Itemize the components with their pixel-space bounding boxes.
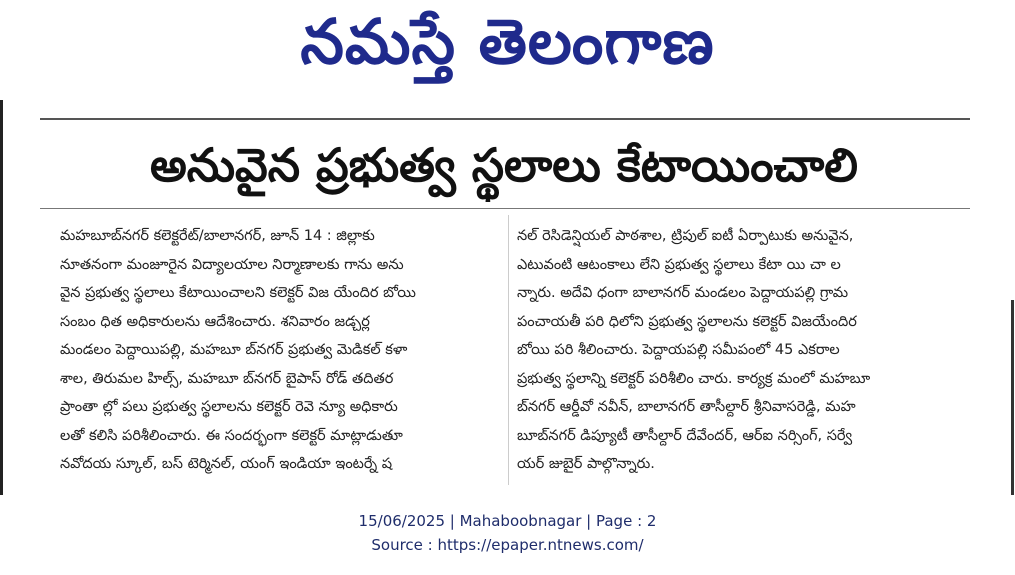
clipping-right-edge [1011, 300, 1014, 495]
article-line: న్నారు. అదేవి ధంగా బాలానగర్ మండలం పెద్దాయపల్లి గ్రామ [517, 285, 849, 301]
article-line: పంచాయతీ పరి ధిలోని ప్రభుత్వ స్థలాలను కలెక్టర్ విజయేందిర [517, 313, 857, 330]
article-line: యర్ జుబైర్ పాల్గొన్నారు. [517, 456, 655, 472]
article-line: ఎటువంటి ఆటంకాలు లేని ప్రభుత్వ స్థలాలు కేటా యి చా ల [517, 256, 841, 273]
source-link[interactable]: Source : https://epaper.ntnews.com/ [371, 536, 644, 554]
article-line: నల్ రెసిడెన్షియల్ పాఠశాల, ట్రిపుల్ ఐటీ ఏర్పాటుకు అనువైన, [517, 228, 854, 244]
article-column-right [517, 222, 949, 479]
article-line: నూతనంగా మంజూరైన విద్యాలయాల నిర్మాణాలకు గాను అను [60, 256, 404, 273]
article-line: లతో కలిసి పరిశీలించారు. ఈ సందర్భంగా కలెక్టర్ మాట్లాడుతూ [60, 427, 403, 444]
article-line: బ్‌నగర్ ఆర్డీవో నవీన్, బాలానగర్ తాసీల్దార్ శ్రీనివాసరెడ్డి, మహ [517, 399, 856, 415]
headline-divider [40, 208, 970, 209]
edition-info: 15/06/2025 | Mahaboobnagar | Page : 2 [358, 512, 657, 530]
top-divider [40, 118, 970, 120]
article-line: ప్రాంతా ల్లో పలు ప్రభుత్వ స్థలాలను కలెక్టర్ రెవె న్యూ అధికారు [60, 399, 398, 415]
clipping-left-edge [0, 100, 3, 495]
article-line: ప్రభుత్వ స్థలాన్ని కలెక్టర్ పరిశీలిం చారు. కార్యక్ర మంలో మహబూ [517, 370, 871, 387]
article-line: శాల, తిరుమల హిల్స్, మహబూ బ్‌నగర్ బైపాస్ రోడ్ తదితర [60, 370, 394, 387]
newspaper-masthead: నమస్తే తెలంగాణ [300, 5, 715, 78]
article-line: బూబ్‌నగర్ డిప్యూటీ తాసీల్దార్ దేవేందర్, ఆర్‌ఐ నర్సింగ్, సర్వే [517, 427, 853, 444]
article-line: మండలం పెద్దాయిపల్లి, మహబూ బ్‌నగర్ ప్రభుత్వ మెడికల్ కళా [60, 342, 408, 358]
article-line: సంబం ధిత అధికారులను ఆదేశించారు. శనివారం జడ్చర్ల [60, 313, 370, 330]
column-divider [508, 215, 509, 485]
article-line: మహబూబ్‌నగర్ కలెక్టరేట్/బాలానగర్, జూన్ 14 : జిల్లాకు [60, 228, 375, 244]
article-line: నవోదయ స్కూల్, బస్ టెర్మినల్, యంగ్ ఇండియా ఇంటర్నే ష [60, 456, 393, 472]
article-line: బోయి పరి శీలించారు. పెద్దాయపల్లి సమీపంలో 45 ఎకరాల [517, 342, 840, 358]
article-line: వైన ప్రభుత్వ స్థలాలు కేటాయించాలని కలెక్టర్ విజ యేందిర బోయి [60, 285, 416, 301]
article-column-left [60, 222, 500, 479]
article-headline: అనువైన ప్రభుత్వ స్థలాలు కేటాయించాలి [149, 138, 858, 192]
